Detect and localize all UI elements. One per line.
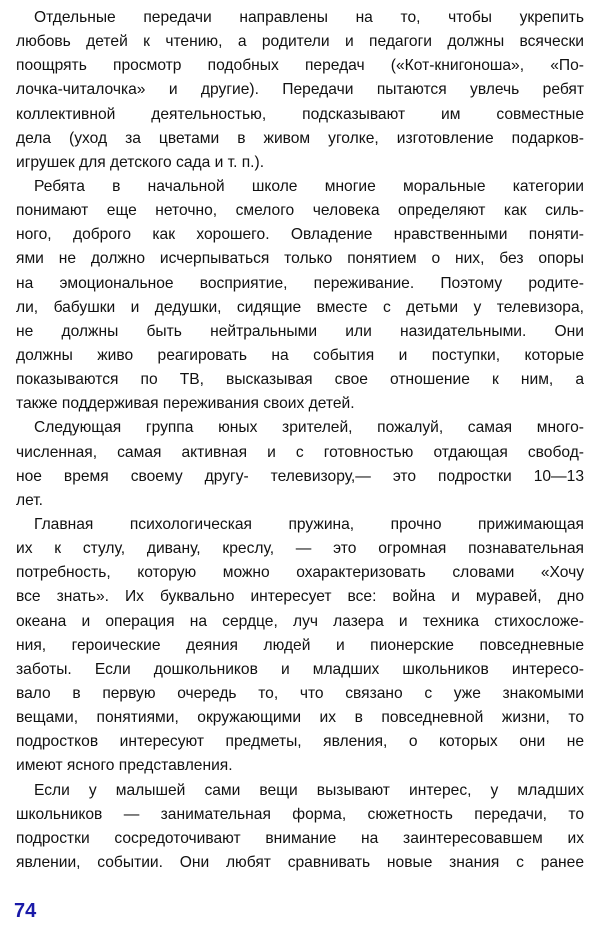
page-number: 74	[14, 900, 37, 922]
text-line: поощрять просмотр подобных передач («Кот-книгоноша», «По-	[16, 57, 584, 75]
text-line: игрушек для детского сада и т. п.).	[16, 153, 265, 171]
text-line: Ребята в начальной школе многие моральные категории	[34, 177, 584, 195]
page-body	[16, 6, 584, 875]
text-line: океана и операция на сердце, луч лазера и техника стихосложе-	[16, 612, 584, 630]
text-line: потребность, которую можно охарактеризовать словами «Хочу	[16, 564, 584, 582]
text-line: любовь детей к чтению, а родители и педагоги должны всячески	[16, 33, 584, 51]
text-line: численная, самая активная и с готовностью отдающая свобод-	[16, 443, 584, 461]
text-line: Главная психологическая пружина, прочно прижимающая	[34, 515, 584, 533]
text-line: заботы. Если дошкольников и младших школьников интересо-	[16, 660, 584, 678]
text-line: подростков интересуют предметы, явления, о которых они не	[16, 733, 584, 751]
text-line: вало в первую очередь то, что связано с уже знакомыми	[16, 684, 584, 702]
text-line: коллективной деятельностью, подсказывают им совместные	[16, 105, 584, 123]
text-line: их к стулу, дивану, креслу, — это огромная познавательная	[16, 540, 584, 558]
paragraph	[16, 779, 584, 876]
text-line: не должны быть нейтральными или назидательными. Они	[16, 322, 584, 340]
text-line: Отдельные передачи направлены на то, чтобы укрепить	[34, 9, 584, 26]
text-line: на эмоциональное восприятие, переживание. Поэтому родите-	[16, 274, 584, 292]
text-line: дела (уход за цветами в живом уголке, изготовление подарков-	[16, 129, 584, 147]
text-line: лочка-читалочка» и другие). Передачи пытаются увлечь ребят	[16, 81, 584, 99]
text-line: также поддерживая переживания своих детей.	[16, 395, 355, 413]
text-line: вещами, понятиями, окружающими их в повседневной жизни, то	[16, 709, 584, 727]
paragraph	[16, 6, 584, 175]
text-line: ли, бабушки и дедушки, сидящие вместе с детьми у телевизора,	[16, 298, 584, 316]
text-line: все знать». Их буквально интересует все: война и муравей, дно	[16, 588, 584, 606]
text-line: ного, доброго как хорошего. Овладение нравственными поняти-	[16, 226, 584, 244]
text-line: школьников — занимательная форма, сюжетность передачи, то	[16, 805, 584, 823]
text-line: Если у малышей сами вещи вызывают интерес, у младших	[34, 781, 584, 799]
text-line: показываются по ТВ, высказывая свое отношение к ним, а	[16, 371, 584, 389]
paragraph	[16, 175, 584, 416]
paragraph	[16, 416, 584, 513]
text-line: ями не должно исчерпываться только понятием о них, без опоры	[16, 250, 584, 268]
paragraph	[16, 513, 584, 779]
text-line: лет.	[16, 491, 43, 509]
text-line: имеют ясного представления.	[16, 757, 233, 775]
text-line: ния, героические деяния людей и пионерские повседневные	[16, 636, 584, 654]
text-line: ное время своему другу- телевизору,— это подростки 10—13	[16, 467, 584, 485]
text-line: подростки сосредоточивают внимание на заинтересовавшем их	[16, 829, 584, 847]
text-line: понимают еще неточно, смелого человека определяют как силь-	[16, 202, 584, 220]
text-line: Следующая группа юных зрителей, пожалуй, самая много-	[34, 419, 584, 437]
text-line: должны живо реагировать на события и поступки, которые	[16, 346, 584, 364]
text-line: явлении, событии. Они любят сравнивать новые знания с ранее	[16, 853, 584, 871]
